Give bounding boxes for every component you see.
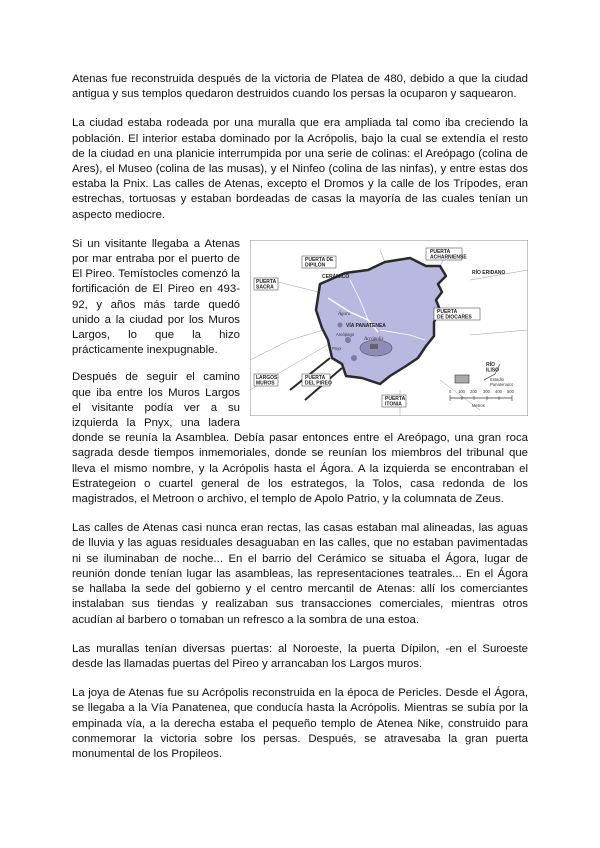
- label-ceramico: CERÁMICO: [322, 273, 350, 280]
- athens-map: [250, 240, 528, 416]
- label-puerta-sacra: PUERTA: [256, 278, 277, 285]
- label-puerta-diocares: PUERTA: [437, 308, 458, 315]
- scale-500: 500: [507, 388, 514, 394]
- scale-unit: Metros: [472, 402, 485, 408]
- label-puerta-itonia-2: ITONIA: [385, 401, 402, 408]
- label-estadio-2: Panatenaico: [490, 381, 514, 387]
- scale-300: 300: [483, 388, 490, 394]
- paragraph-reconstruction: Atenas fue reconstruida después de la victoria de Platea de 480, debido a que la ciudad antigua y sus templos quedaron destruidos cuando los persas la ocuparon y saquearon.: [72, 73, 528, 101]
- map-text-wrap: [72, 237, 528, 507]
- label-puerta-pireo: PUERTA: [305, 374, 326, 381]
- label-puerta-sacra-2: SACRA: [256, 284, 274, 291]
- paragraph-streets: Las calles de Atenas casi nunca eran rectas, las casas estaban mal alineadas, las aguas de lluvia y las aguas residuales desaguaban en las calles, que no estaban pavimentadas ni se iluminaban de noche... En el barrio del Cerámico se situaba el Ágora, lugar de reunión donde tenían lugar las asambleas, las representaciones teatrales... En el Ágora se hallaba la sede del gobierno y el centro mercantil de Atenas: allí los comerciantes instalaban sus tiendas y realizaban sus transacciones comerciales, mientras otros acudían al barbero o tomaban un refresco a la sombra de una estoa.: [72, 522, 528, 626]
- scale-100: 100: [458, 388, 465, 394]
- label-puerta-pireo-2: DEL PIREO: [305, 380, 332, 387]
- paragraph-gates: Las murallas tenían diversas puertas: al Noroeste, la puerta Dípilon, -en el Suroeste desde las llamadas puertas del Pireo y arrancaban los Largos muros.: [72, 642, 528, 670]
- paragraph-city-walls: La ciudad estaba rodeada por una muralla que era ampliada tal como iba creciendo la población. El interior estaba dominado por la Acrópolis, bajo la cual se extendía el resto de la ciudad en una planicie interrumpida por una serie de colinas: el Areópago (colina de Ares), el Museo (colina de las musas), y el Ninfeo (colina de las ninfas), y entre estas dos estaba la Pnix. Las calles de Atenas, excepto el Dromos y la calle de los Trípodes, eran estrechas, tortuosas y estaban bordeadas de casas la mayoría de las cuales tenían un aspecto mediocre.: [72, 117, 528, 221]
- document-page: [72, 72, 528, 762]
- label-puerta-itonia: PUERTA: [385, 395, 406, 402]
- paragraph-acropolis: La joya de Atenas fue su Acrópolis reconstruida en la época de Pericles. Desde el Ágora, se llegaba a la Vía Panatenea, que conducía hasta la Acrópolis. Mientras se subía por la empinada vía, a la derecha estaba el pequeño templo de Atenea Nike, construido para conmemorar la victoria sobre los persas. Después, se atravesaba la gran puerta monumental de los Propileos.: [72, 687, 528, 760]
- label-pnix: Pnyx: [332, 345, 342, 351]
- label-estadio: Estadio: [490, 376, 504, 382]
- label-puerta-acarnas: PUERTA: [430, 248, 451, 255]
- athens-map-svg: [250, 240, 528, 416]
- label-acropolis: Acrópolis: [364, 336, 384, 342]
- label-areopago: Areópago: [336, 331, 355, 337]
- label-puerta-acarnas-2: ACHARNIENSE: [430, 254, 467, 261]
- label-puerta-dipilon-2: DIPILÓN: [305, 262, 326, 269]
- paragraph-route: Después de seguir el camino que iba entre los Muros Largos el visitante podía ver a su izquierda la Pnyx, una ladera donde se reunía la Asamblea. Debía pasar entonces entre el Areópago, una gran roca sagrada desde tiempos inmemoriales, donde se reunían los miembros del tribunal que lleva el mismo nombre, y la Acrópolis hasta el Ágora. A la izquierda se encontraban el Estrategeion o cuartel general de los estrategos, la Tolos, casa redonda de los magistrados, el Metroon o archivo, el templo de Apolo Patrio, y la columnata de Zeus.: [72, 371, 528, 506]
- scale-0: 0: [449, 388, 452, 394]
- label-via-panatenea: VÍA PANATENEA: [346, 322, 386, 329]
- scale-400: 400: [495, 388, 502, 394]
- label-puerta-dipilon: PUERTA DE: [305, 256, 334, 263]
- scale-200: 200: [470, 388, 477, 394]
- label-puerta-diocares-2: DE DIOCARES: [437, 314, 472, 321]
- label-rio-iliso: RÍO: [486, 361, 495, 368]
- label-rio-eridano: RÍO ERIDANO: [472, 269, 506, 276]
- label-rio-iliso-2: ILISO: [486, 367, 500, 374]
- paragraph-pireo: Si un visitante llegaba a Atenas por mar entraba por el puerto de El Pireo. Temístocles comenzó la fortificación de El Pireo en 493-92, y años más tarde quedó unido a la ciudad por los Muros Largos, lo que la hizo prácticamente inexpugnable.: [72, 237, 240, 357]
- label-largos-muros: LARGOS: [256, 374, 278, 381]
- stadium-marker: [455, 375, 469, 383]
- label-agora: Ágora: [338, 311, 351, 317]
- label-largos-muros-2: MUROS: [256, 380, 275, 387]
